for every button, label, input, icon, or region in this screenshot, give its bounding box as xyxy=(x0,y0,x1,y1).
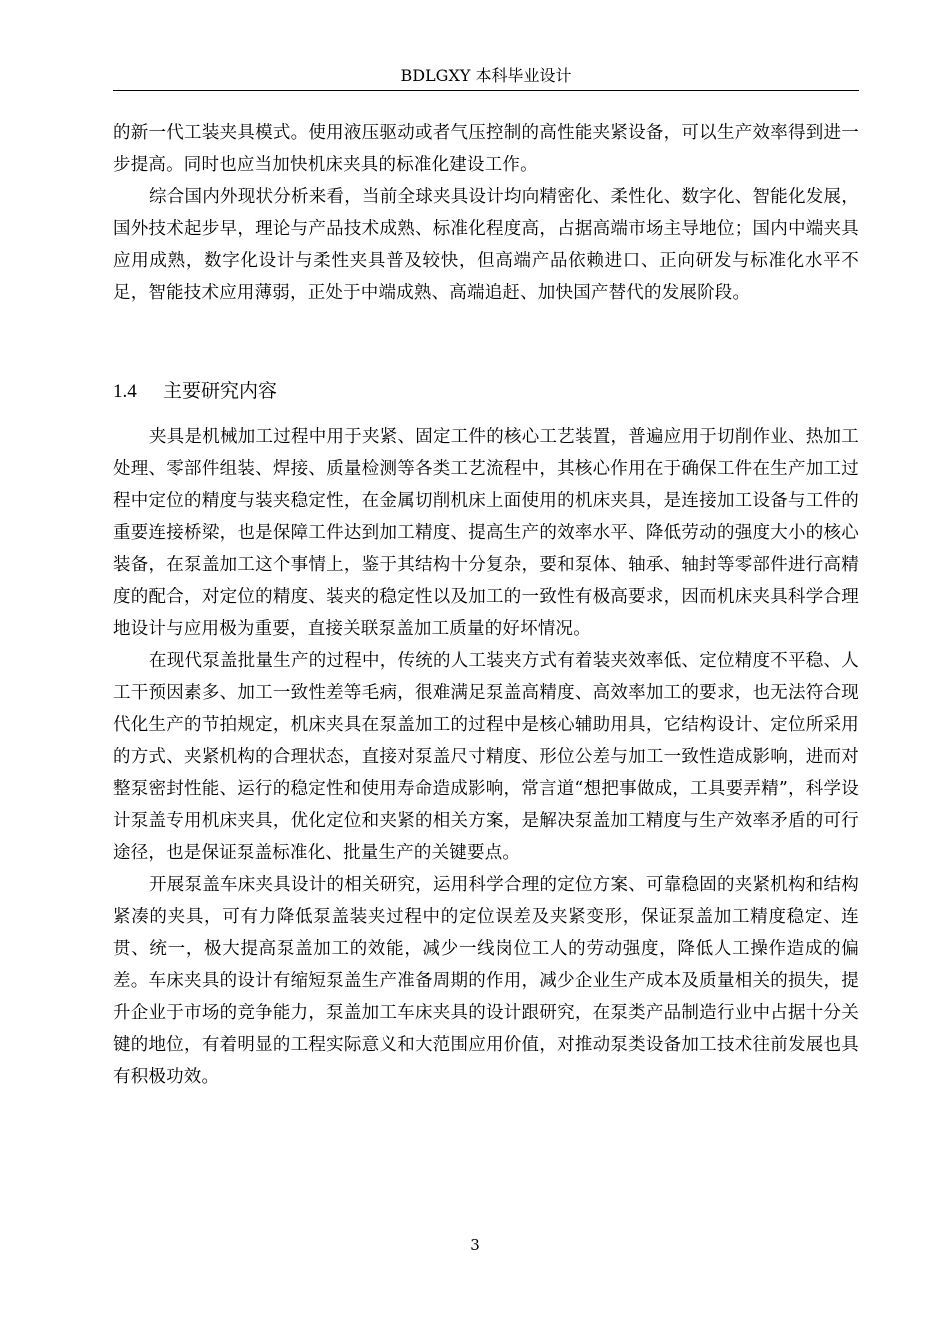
section-title: 主要研究内容 xyxy=(163,380,278,402)
page-header: BDLGXY 本科毕业设计 xyxy=(400,66,572,85)
intro-block xyxy=(113,117,859,309)
section-number: 1.4 xyxy=(113,381,137,402)
continuation-paragraph: 的新一代工装夹具模式。使用液压驱动或者气压控制的高性能夹紧设备，可以生产效率得到进一步提高。同时也应当加快机床夹具的标准化建设工作。 xyxy=(113,123,859,175)
body-paragraph: 夹具是机械加工过程中用于夹紧、固定工件的核心工艺装置，普遍应用于切削作业、热加工处理、零部件组装、焊接、质量检测等各类工艺流程中，其核心作用在于确保工件在生产加工过程中定位的精度与装夹稳定性，在金属切削机床上面使用的机床夹具，是连接加工设备与工件的重要连接桥梁，也是保障工件达到加工精度、提高生产的效率水平、降低劳动的强度大小的核心装备，在泵盖加工这个事情上，鉴于其结构十分复杂，要和泵体、轴承、轴封等零部件进行高精度的配合，对定位的精度、装夹的稳定性以及加工的一致性有极高要求，因而机床夹具科学合理地设计与应用极为重要，直接关联泵盖加工质量的好坏情况。 xyxy=(113,427,859,639)
header-divider xyxy=(113,90,859,91)
summary-paragraph: 综合国内外现状分析来看，当前全球夹具设计均向精密化、柔性化、数字化、智能化发展，国外技术起步早，理论与产品技术成熟、标准化程度高，占据高端市场主导地位；国内中端夹具应用成熟，数字化设计与柔性夹具普及较快，但高端产品依赖进口、正向研发与标准化水平不足，智能技术应用薄弱，正处于中端成熟、高端追赶、加快国产替代的发展阶段。 xyxy=(113,187,859,303)
page-number: 3 xyxy=(470,1236,480,1254)
section-heading xyxy=(113,377,277,406)
body-paragraph: 开展泵盖车床夹具设计的相关研究，运用科学合理的定位方案、可靠稳固的夹紧机构和结构紧凑的夹具，可有力降低泵盖装夹过程中的定位误差及夹紧变形，保证泵盖加工精度稳定、连贯、统一，极大提高泵盖加工的效能，减少一线岗位工人的劳动强度，降低人工操作造成的偏差。车床夹具的设计有缩短泵盖生产准备周期的作用，减少企业生产成本及质量相关的损失，提升企业于市场的竞争能力，泵盖加工车床夹具的设计跟研究，在泵类产品制造行业中占据十分关键的地位，有着明显的工程实际意义和大范围应用价值，对推动泵类设备加工技术往前发展也具有积极功效。 xyxy=(113,875,859,1087)
body-paragraph: 在现代泵盖批量生产的过程中，传统的人工装夹方式有着装夹效率低、定位精度不平稳、人工干预因素多、加工一致性差等毛病，很难满足泵盖高精度、高效率加工的要求，也无法符合现代化生产的节拍规定，机床夹具在泵盖加工的过程中是核心辅助用具，它结构设计、定位所采用的方式、夹紧机构的合理状态，直接对泵盖尺寸精度、形位公差与加工一致性造成影响，进而对整泵密封性能、运行的稳定性和使用寿命造成影响，常言道“想把事做成，工具要弄精”，科学设计泵盖专用机床夹具，优化定位和夹紧的相关方案，是解决泵盖加工精度与生产效率矛盾的可行途径，也是保证泵盖标准化、批量生产的关键要点。 xyxy=(113,651,859,863)
section-body xyxy=(113,421,859,1093)
